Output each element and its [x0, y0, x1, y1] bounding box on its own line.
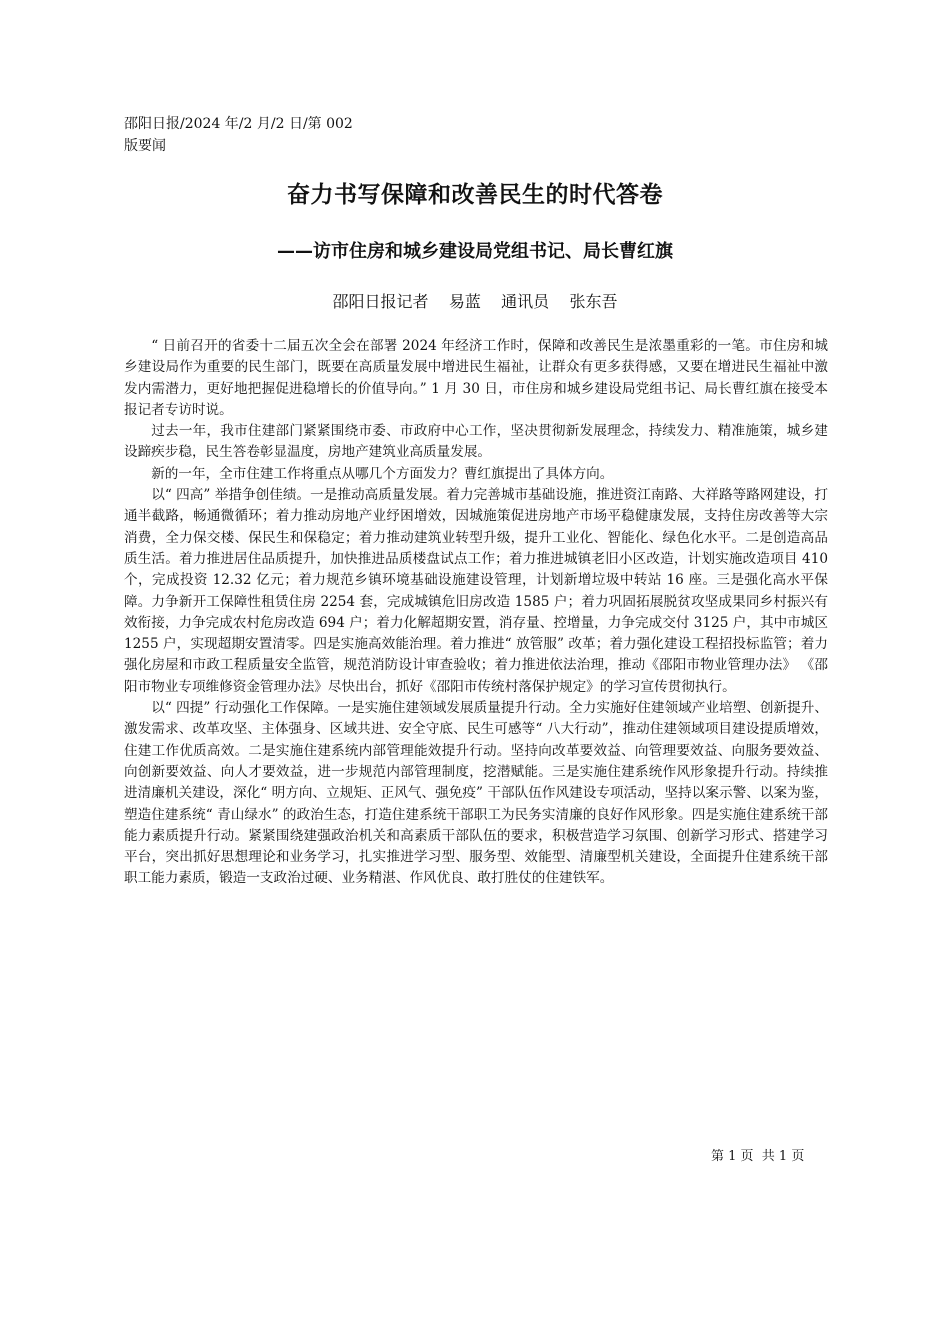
- paragraph: “ 日前召开的省委十二届五次全会在部署 2024 年经济工作时，保障和改善民生是浓墨重彩的一笔。市住房和城乡建设局作为重要的民生部门，既要在高质量发展中增进民生福祉，让群众有更多获得感，又要在增进民生福祉中激发内需潜力，更好地把握促进稳增长的价值导向。” 1 月 30 日，市住房和城乡建设局党组书记、局长曹红旗在接受本报记者专访时说。: [124, 338, 828, 418]
- article-subtitle: ——访市住房和城乡建设局党组书记、局长曹红旗: [277, 241, 673, 262]
- publication-info: [124, 113, 353, 157]
- paragraph: 新的一年，全市住建工作将重点从哪几个方面发力？曹红旗提出了具体方向。: [151, 465, 614, 482]
- source-line: 邵阳日报/2024 年/2 月/2 日/第 002: [124, 116, 353, 132]
- paragraph: 过去一年，我市住建部门紧紧围绕市委、市政府中心工作，坚决贯彻新发展理念，持续发力、精准施策，城乡建设蹄疾步稳，民生答卷彰显温度，房地产建筑业高质量发展。: [124, 423, 828, 461]
- paragraph: 以“ 四提” 行动强化工作保障。一是实施住建领域发展质量提升行动。全力实施好住建领域产业培塑、创新提升、激发需求、改革攻坚、主体强身、区域共进、安全守底、民生可感等“ 八大行动”，推动住建领域项目建设提质增效，住建工作优质高效。二是实施住建系统内部管理能效提升行动。坚持向改革要效益、向管理要效益、向服务要效益、向创新要效益、向人才要效益，进一步规范内部管理制度，挖潜赋能。三是实施住建系统作风形象提升行动。持续推进清廉机关建设，深化“ 明方向、立规矩、正风气、强免疫” 干部队伍作风建设专项活动，坚持以案示警、以案为鉴，塑造住建系统“ 青山绿水” 的政治生态，打造住建系统干部职工为民务实清廉的良好作风形象。四是实施住建系统干部能力素质提升行动。紧紧围绕建强政治机关和高素质干部队伍的要求，积极营造学习氛围、创新学习形式、搭建学习平台，突出抓好思想理论和业务学习，扎实推进学习型、服务型、效能型、清廉型机关建设，全面提升住建系统干部职工能力素质，锻造一支政治过硬、业务精湛、作风优良、敢打胜仗的住建铁军。: [124, 700, 828, 887]
- paragraph: 以“ 四高” 举措争创佳绩。一是推动高质量发展。着力完善城市基础设施，推进资江南路、大祥路等路网建设，打通半截路，畅通微循环；着力推动房地产业纾困增效，因城施策促进房地产市场平稳健康发展，支持住房改善等大宗消费，全力保交楼、保民生和保稳定；着力推动建筑业转型升级，提升工业化、智能化、绿色化水平。二是创造高品质生活。着力推进居住品质提升，加快推进品质楼盘试点工作；着力推进城镇老旧小区改造，计划实施改造项目 410 个，完成投资 12.32 亿元；着力规范乡镇环境基础设施建设管理，计划新增垃圾中转站 16 座。三是强化高水平保障。力争新开工保障性租赁住房 2254 套，完成城镇危旧房改造 1585 户；着力巩固拓展脱贫攻坚成果同乡村振兴有效衔接，力争完成农村危房改造 694 户；着力化解超期安置，消存量、控增量，力争完成交付 3125 户，其中市城区 1255 户，实现超期安置清零。四是实施高效能治理。着力推进“ 放管服” 改革；着力强化建设工程招投标监管；着力强化房屋和市政工程质量安全监管，规范消防设计审查验收；着力推进依法治理，推动《邵阳市物业管理办法》 《邵阳市物业专项维修资金管理办法》尽快出台，抓好《邵阳市传统村落保护规定》的学习宣传贯彻执行。: [124, 487, 828, 695]
- page-number: 第 1 页 共 1 页: [711, 1149, 805, 1164]
- article-byline: 邵阳日报记者 易蓝 通讯员 张东吾: [332, 292, 618, 311]
- article-title: 奋力书写保障和改善民生的时代答卷: [287, 182, 663, 208]
- section-label: 版要闻: [124, 138, 166, 154]
- article-body: [124, 336, 828, 890]
